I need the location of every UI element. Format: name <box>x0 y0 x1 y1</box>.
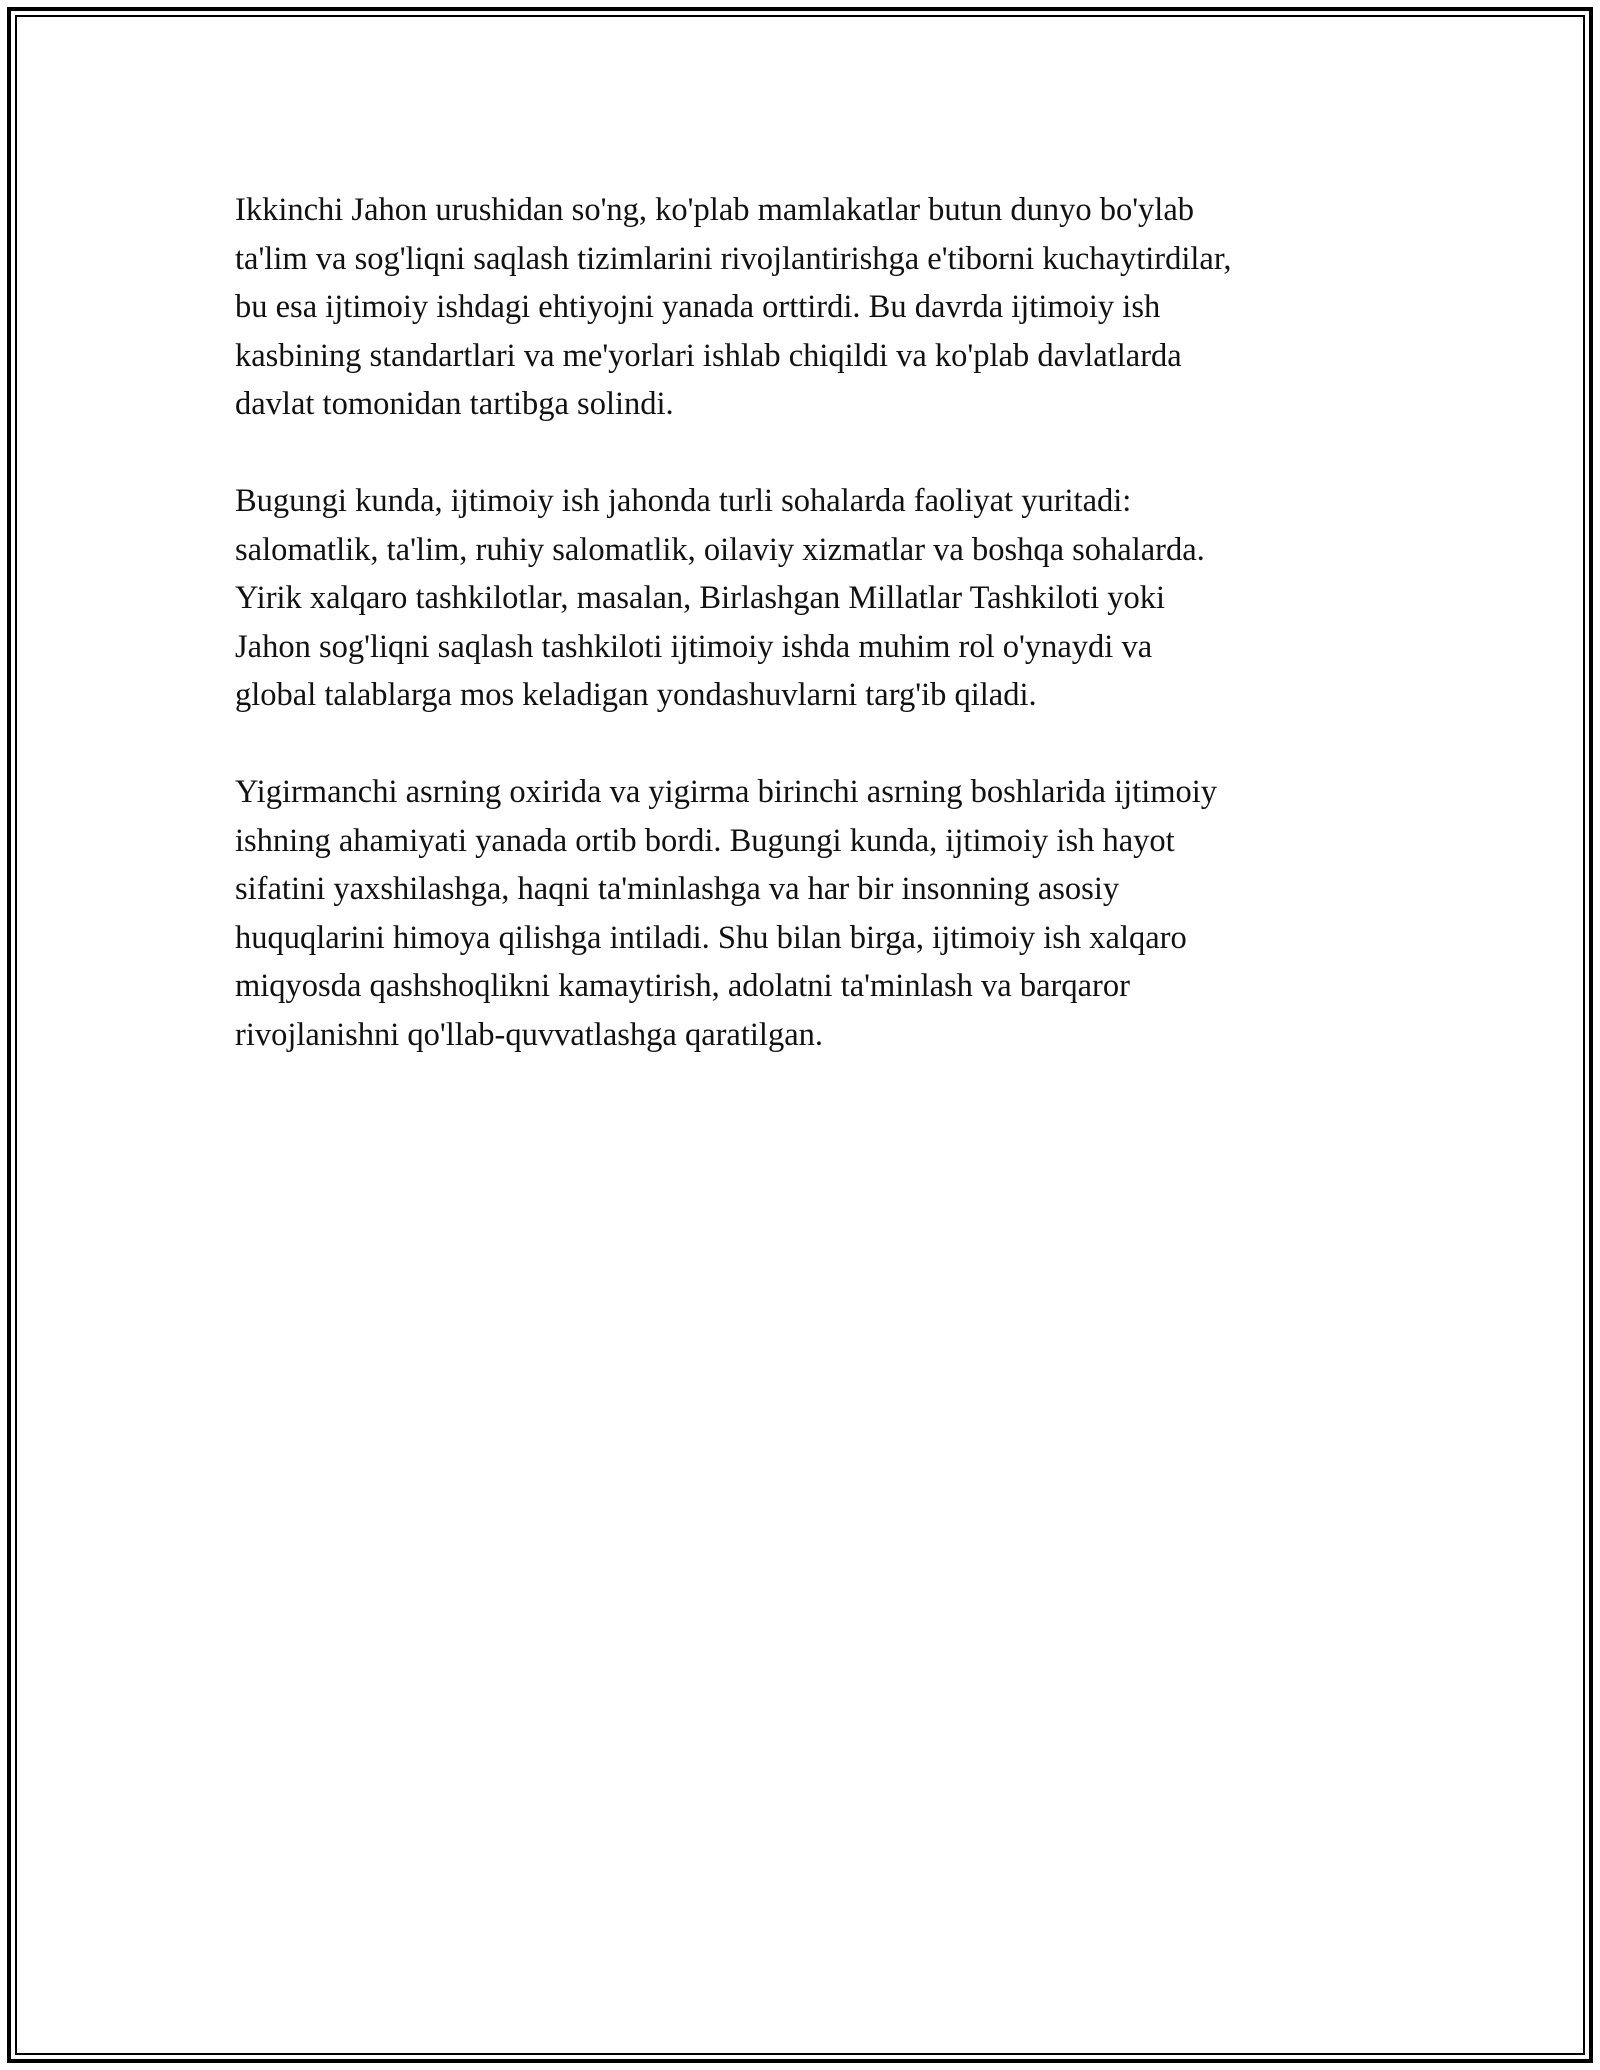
text-line: sifatini yaxshilashga, haqni ta'minlashga va har bir insonning asosiy <box>235 871 1120 907</box>
paragraph-2 <box>235 477 1385 720</box>
text-line: rivojlanishni qo'llab-quvvatlashga qaratilgan. <box>235 1016 823 1053</box>
paragraph-1 <box>235 186 1385 429</box>
text-line: Yigirmanchi asrning oxirida va yigirma birinchi asrning boshlarida ijtimoiy <box>235 774 1218 810</box>
text-line: global talablarga mos keladigan yondashuvlarni targ'ib qiladi. <box>235 677 1037 713</box>
text-line: ishning ahamiyati yanada ortib bordi. Bugungi kunda, ijtimoiy ish hayot <box>235 822 1175 859</box>
text-line: Yirik xalqaro tashkilotlar, masalan, Birlashgan Millatlar Tashkiloti yoki <box>235 580 1166 616</box>
text-line: kasbining standartlari va me'yorlari ishlab chiqildi va ko'plab davlatlarda <box>235 337 1182 374</box>
text-line: Ikkinchi Jahon urushidan so'ng, ko'plab mamlakatlar butun dunyo bo'ylab <box>235 192 1195 228</box>
text-line: Jahon sog'liqni saqlash tashkiloti ijtimoiy ishda muhim rol o'ynaydi va <box>235 628 1153 665</box>
text-line: ta'lim va sog'liqni saqlash tizimlarini rivojlantirishga e'tiborni kuchaytirdilar, <box>235 240 1232 277</box>
text-line: davlat tomonidan tartibga solindi. <box>235 386 674 422</box>
text-line: Bugungi kunda, ijtimoiy ish jahonda turli sohalarda faoliyat yuritadi: <box>235 483 1132 519</box>
text-line: huquqlarini himoya qilishga intiladi. Shu bilan birga, ijtimoiy ish xalqaro <box>235 919 1187 956</box>
document-body <box>235 186 1385 1108</box>
text-line: bu esa ijtimoiy ishdagi ehtiyojni yanada orttirdi. Bu davrda ijtimoiy ish <box>235 289 1161 325</box>
paragraph-3 <box>235 768 1385 1059</box>
text-line: salomatlik, ta'lim, ruhiy salomatlik, oilaviy xizmatlar va boshqa sohalarda. <box>235 531 1205 568</box>
text-line: miqyosda qashshoqlikni kamaytirish, adolatni ta'minlash va barqaror <box>235 968 1130 1004</box>
